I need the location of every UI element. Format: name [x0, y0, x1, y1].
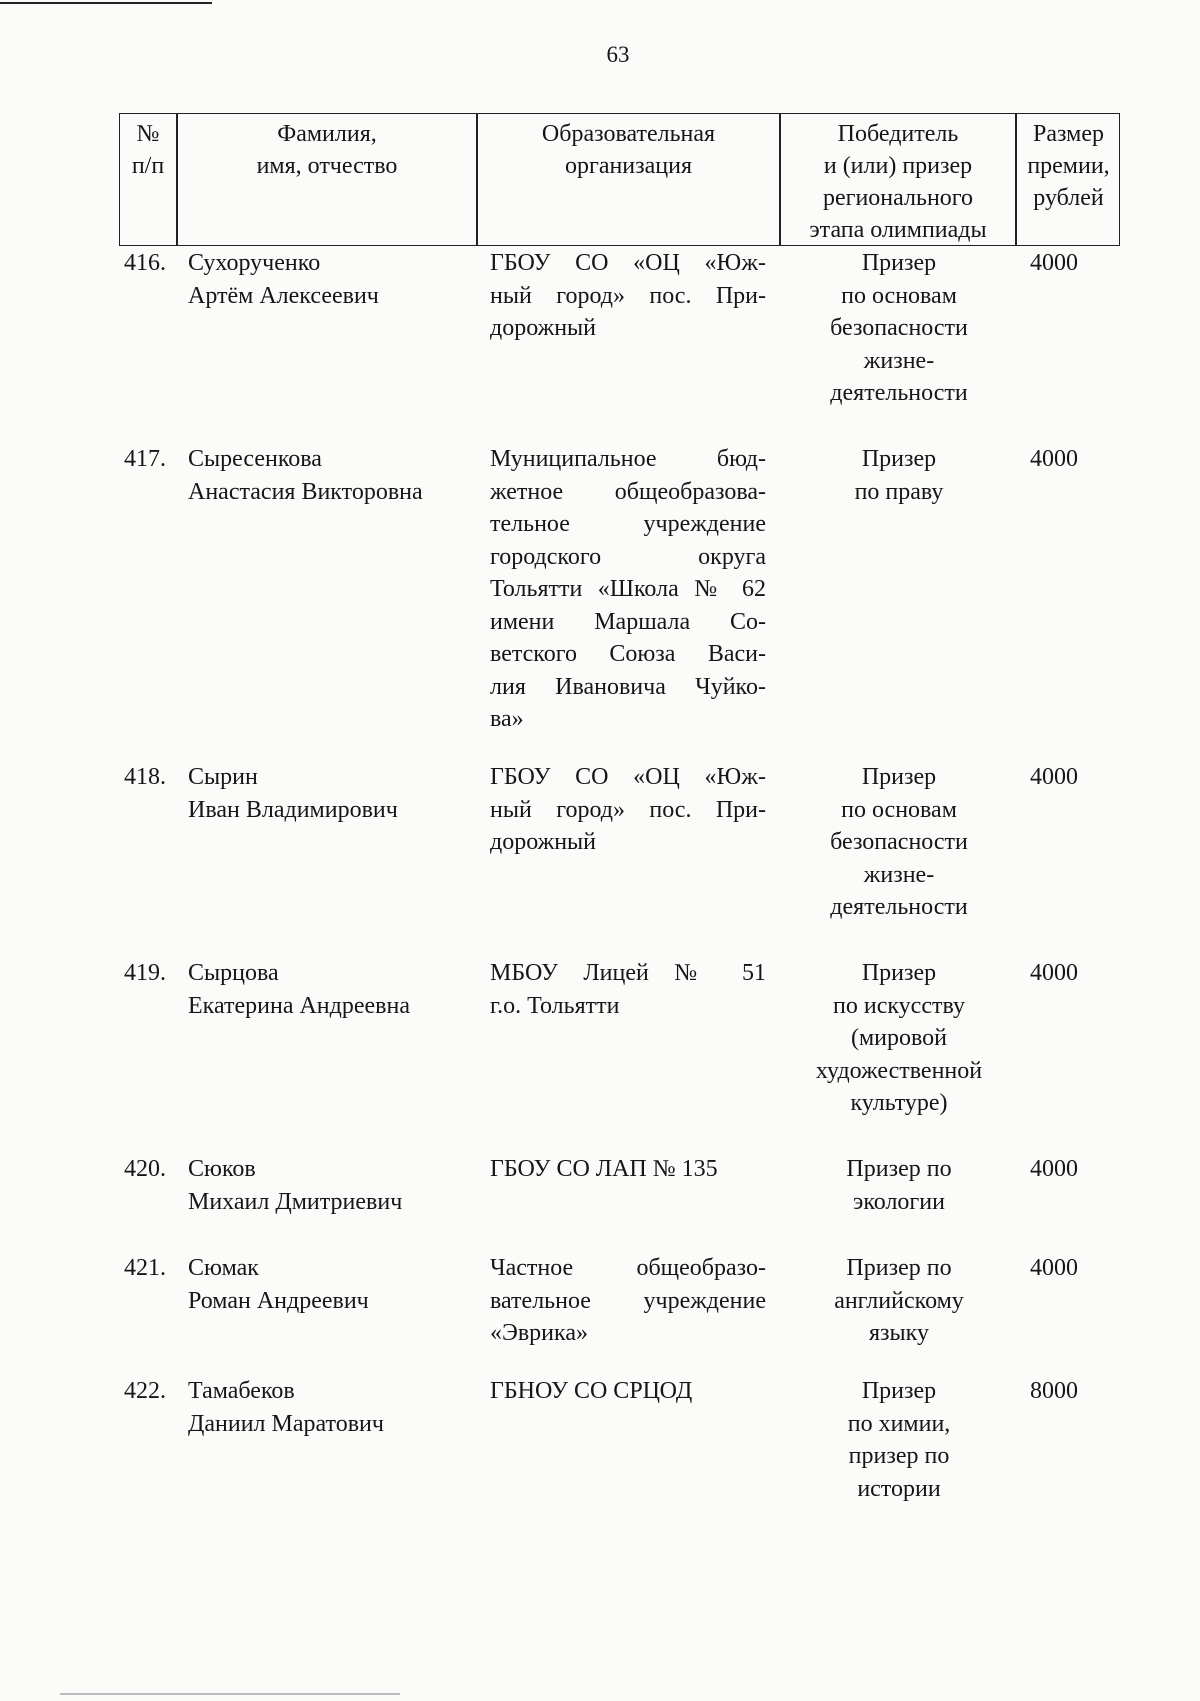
cell-line: Даниил Маратович	[188, 1410, 384, 1437]
cell-line: по искусству	[833, 992, 965, 1019]
cell-line: ный город» пос. При-	[490, 796, 766, 823]
cell-line: Сыресенкова	[188, 446, 322, 472]
student-name	[188, 1375, 478, 1440]
scan-edge-line	[60, 1693, 400, 1695]
header-name	[178, 118, 476, 182]
organization	[490, 1375, 766, 1408]
student-name	[188, 443, 478, 508]
prize-amount: 4000	[1030, 250, 1078, 276]
organization	[490, 1252, 766, 1350]
cell-line: МБОУ Лицей № 51	[490, 960, 766, 986]
cell-line: тельное учреждение	[490, 511, 766, 537]
cell-line: ГБОУ СО «ОЦ «Юж-	[490, 250, 766, 276]
cell-line: по праву	[854, 478, 944, 505]
organization	[490, 957, 766, 1022]
organization	[490, 247, 766, 345]
award	[792, 1375, 1006, 1505]
cell-line: экологии	[853, 1188, 945, 1215]
cell-line: (мировой	[850, 1025, 948, 1051]
cell-line: Роман Андреевич	[188, 1287, 369, 1314]
cell-line: жетное общеобразова-	[490, 478, 766, 505]
student-name	[188, 1252, 478, 1317]
prize-amount: 4000	[1030, 446, 1078, 472]
cell-line: по основам	[841, 282, 957, 309]
cell-line: Призер	[861, 1378, 937, 1404]
header-line: регионального	[822, 185, 974, 211]
cell-line: по основам	[841, 796, 957, 823]
cell-line: Призер по	[846, 1255, 952, 1281]
cell-line: городского округа	[490, 543, 766, 570]
cell-line: Анастасия Викторовна	[188, 478, 423, 505]
cell-line: культуре)	[850, 1090, 948, 1116]
header-num	[120, 118, 176, 182]
award	[792, 957, 1006, 1120]
cell-line: безопасности	[830, 829, 968, 855]
prize-amount: 8000	[1030, 1378, 1078, 1404]
header-amount	[1017, 118, 1120, 214]
cell-line: Михаил Дмитриевич	[188, 1188, 403, 1215]
cell-line: Екатерина Андреевна	[188, 992, 410, 1019]
prize-amount: 4000	[1030, 960, 1078, 986]
header-line: этапа олимпиады	[809, 217, 987, 243]
cell-line: лия Ивановича Чуйко-	[490, 673, 766, 700]
cell-line: английскому	[834, 1287, 964, 1314]
row-number: 416.	[124, 250, 166, 276]
cell-line: ГБНОУ СО СРЦОД	[490, 1378, 693, 1404]
cell-line: Призер	[861, 960, 937, 986]
cell-line: Муниципальное бюд-	[490, 446, 766, 472]
header-line: Образовательная	[541, 121, 716, 147]
header-line: имя, отчество	[256, 153, 398, 179]
row-number: 418.	[124, 764, 166, 790]
header-award	[781, 118, 1015, 246]
cell-line: Сюков	[188, 1156, 256, 1182]
cell-line: Артём Алексеевич	[188, 282, 379, 309]
cell-line: ва»	[490, 706, 524, 732]
cell-line: дорожный	[490, 315, 597, 341]
row-number: 419.	[124, 960, 166, 986]
cell-line: вательное учреждение	[490, 1287, 766, 1314]
header-line: и (или) призер	[823, 153, 973, 179]
prize-amount: 4000	[1030, 1255, 1078, 1281]
cell-line: ный город» пос. При-	[490, 282, 766, 309]
cell-line: Сырцова	[188, 960, 279, 986]
row-number: 420.	[124, 1156, 166, 1182]
table-header	[119, 113, 1120, 246]
organization	[490, 1153, 766, 1186]
cell-line: ветского Союза Васи-	[490, 641, 766, 667]
cell-line: Тамабеков	[188, 1378, 295, 1404]
student-name	[188, 1153, 478, 1218]
cell-line: ГБОУ СО «ОЦ «Юж-	[490, 764, 766, 790]
header-line: Размер	[1033, 121, 1104, 147]
cell-line: призер по	[848, 1443, 950, 1469]
award	[792, 761, 1006, 924]
row-number: 422.	[124, 1378, 166, 1404]
cell-line: деятельности	[830, 380, 968, 406]
header-line: п/п	[131, 153, 165, 179]
cell-line: безопасности	[830, 315, 968, 341]
award	[792, 1153, 1006, 1218]
award	[792, 1252, 1006, 1350]
header-line: премии,	[1027, 153, 1110, 179]
cell-line: г.о. Тольятти	[490, 992, 620, 1019]
row-number: 421.	[124, 1255, 166, 1281]
cell-line: Иван Владимирович	[188, 796, 398, 823]
scan-edge-line	[0, 2, 212, 4]
cell-line: Тольятти «Школа № 62	[490, 576, 766, 602]
cell-line: деятельности	[830, 894, 968, 920]
header-line: Победитель	[837, 121, 959, 147]
cell-line: ГБОУ СО ЛАП № 135	[490, 1156, 718, 1182]
cell-line: «Эврика»	[490, 1320, 588, 1346]
cell-line: Призер	[861, 250, 937, 276]
page-number: 63	[606, 42, 630, 67]
prize-amount: 4000	[1030, 1156, 1078, 1182]
organization	[490, 761, 766, 859]
student-name	[188, 247, 478, 312]
cell-line: художественной	[815, 1057, 983, 1084]
cell-line: Призер	[861, 446, 937, 472]
student-name	[188, 957, 478, 1022]
header-line: Фамилия,	[277, 121, 377, 147]
organization	[490, 443, 766, 736]
header-line: рублей	[1033, 185, 1104, 211]
cell-line: Частное общеобразо-	[490, 1255, 766, 1281]
cell-line: Призер	[861, 764, 937, 790]
cell-line: жизне-	[863, 347, 935, 374]
cell-line: языку	[869, 1320, 929, 1346]
header-organization	[478, 118, 779, 182]
student-name	[188, 761, 478, 826]
cell-line: Сюмак	[188, 1255, 259, 1281]
cell-line: Призер по	[846, 1156, 952, 1182]
header-line: организация	[564, 153, 693, 179]
cell-line: имени Маршала Со-	[490, 608, 766, 635]
prize-amount: 4000	[1030, 764, 1078, 790]
cell-line: Сухорученко	[188, 250, 321, 276]
row-number: 417.	[124, 446, 166, 472]
award	[792, 247, 1006, 410]
header-line: №	[136, 121, 160, 147]
cell-line: жизне-	[863, 861, 935, 888]
cell-line: Сырин	[188, 764, 258, 790]
award	[792, 443, 1006, 508]
cell-line: по химии,	[847, 1410, 951, 1437]
cell-line: дорожный	[490, 829, 597, 855]
cell-line: истории	[857, 1475, 941, 1502]
